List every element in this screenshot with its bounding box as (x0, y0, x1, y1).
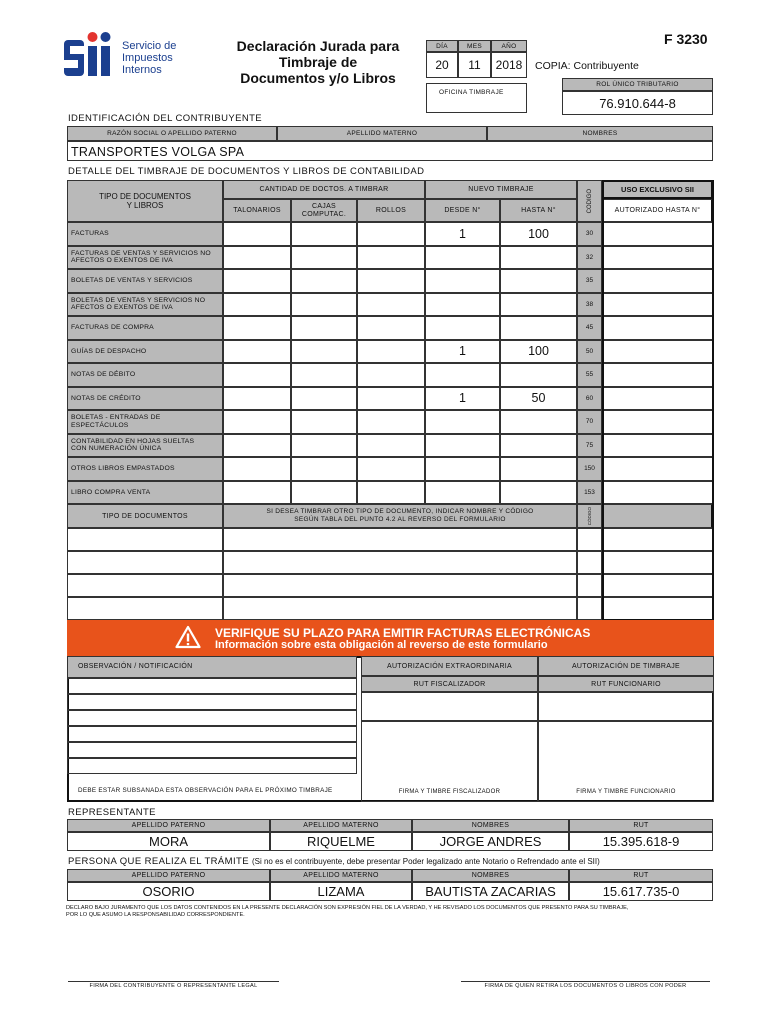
uso-exclusivo-cell (602, 222, 713, 246)
desde-field[interactable]: 1 (425, 387, 500, 411)
cantidad-field[interactable] (357, 387, 425, 411)
doc-code: 38 (577, 293, 602, 317)
uso-exclusivo-cell (602, 293, 713, 317)
rollos-header: ROLLOS (357, 199, 425, 222)
cantidad-field[interactable] (357, 246, 425, 270)
cantidad-field[interactable] (291, 387, 357, 411)
otro-codigo-field[interactable] (577, 574, 602, 597)
otro-tipo-field[interactable] (67, 551, 223, 574)
tram-paterno-field[interactable]: OSORIO (67, 882, 270, 901)
hasta-field[interactable] (500, 293, 577, 317)
doc-type-label: OTROS LIBROS EMPASTADOS (67, 457, 223, 481)
firma-retira-line[interactable] (461, 981, 710, 982)
tram-header-rut: RUT (569, 869, 713, 882)
otro-uso-cell (602, 504, 713, 528)
doc-code: 35 (577, 269, 602, 293)
cantidad-field[interactable] (357, 340, 425, 364)
uso-exclusivo-cell (602, 340, 713, 364)
rep-header-nombres: NOMBRES (412, 819, 569, 832)
doc-type-label: NOTAS DE CRÉDITO (67, 387, 223, 411)
doc-type-label: BOLETAS DE VENTAS Y SERVICIOS NO AFECTOS O EXENTOS DE IVA (67, 293, 223, 317)
cantidad-field[interactable] (357, 410, 425, 434)
rut-fiscalizador-header: RUT FISCALIZADOR (361, 676, 538, 692)
desde-field[interactable] (425, 410, 500, 434)
tram-rut-field[interactable]: 15.617.735-0 (569, 882, 713, 901)
otro-nombre-field[interactable] (223, 574, 577, 597)
doc-type-label: FACTURAS DE COMPRA (67, 316, 223, 340)
mes-label: MES (458, 40, 491, 52)
desde-field[interactable] (425, 457, 500, 481)
desde-field[interactable] (425, 481, 500, 505)
doc-type-label: NOTAS DE DÉBITO (67, 363, 223, 387)
otro-instruccion: SI DESEA TIMBRAR OTRO TIPO DE DOCUMENTO, INDICAR NOMBRE Y CÓDIGO SEGÚN TABLA DEL PUNTO 4.2 AL REVERSO DEL FORMULARIO (223, 504, 577, 528)
representante-section-title: REPRESENTANTE (68, 807, 156, 818)
obs-line[interactable] (67, 742, 357, 758)
hasta-field[interactable] (500, 246, 577, 270)
codigo-header: CÓDIGO (577, 180, 602, 222)
cantidad-field[interactable] (223, 387, 291, 411)
hasta-field[interactable] (500, 481, 577, 505)
hasta-field[interactable]: 50 (500, 387, 577, 411)
rep-materno-field[interactable]: RIQUELME (270, 832, 412, 851)
obs-line[interactable] (67, 726, 357, 742)
hasta-field[interactable] (500, 410, 577, 434)
cajas-header: CAJAS COMPUTAC. (291, 199, 357, 222)
obs-header: OBSERVACIÓN / NOTIFICACIÓN (67, 656, 357, 678)
doc-code: 50 (577, 340, 602, 364)
uso-exclusivo-cell (602, 574, 713, 597)
declaracion-text: DECLARO BAJO JURAMENTO QUE LOS DATOS CONTENIDOS EN LA PRESENTE DECLARACIÓN SON EXPRESIÓN FIEL DE LA VERDAD, Y HE REVISADO LOS DOCUMENTOS QUE PRESENTO PARA SU TIMBRAJE, POR LO QUE ASUMO LA RESPONSABILIDAD CORRESPONDIENTE. (66, 905, 629, 918)
otro-codigo-header: CÓDIGO (577, 504, 602, 528)
ident-header-razon: RAZÓN SOCIAL O APELLIDO PATERNO (67, 126, 277, 141)
uso-exclusivo-cell (602, 363, 713, 387)
cantidad-field[interactable] (357, 222, 425, 246)
uso-exclusivo-cell (602, 528, 713, 551)
desde-field[interactable] (425, 246, 500, 270)
uso-exclusivo-cell (602, 387, 713, 411)
talonarios-header: TALONARIOS (223, 199, 291, 222)
ident-section-title: IDENTIFICACIÓN DEL CONTRIBUYENTE (68, 113, 263, 124)
desde-field[interactable] (425, 269, 500, 293)
obs-footer: DEBE ESTAR SUBSANADA ESTA OBSERVACIÓN PARA EL PRÓXIMO TIMBRAJE (78, 787, 333, 794)
cantidad-field[interactable] (291, 222, 357, 246)
uso-exclusivo-cell (602, 246, 713, 270)
desde-field[interactable]: 1 (425, 222, 500, 246)
uso-exclusivo-cell (602, 269, 713, 293)
autorizado-header: AUTORIZADO HASTA N° (602, 199, 713, 222)
rep-header-paterno: APELLIDO PATERNO (67, 819, 270, 832)
uso-exclusivo-cell (602, 551, 713, 574)
cantidad-field[interactable] (291, 457, 357, 481)
cantidad-header: CANTIDAD DE DOCTOS. A TIMBRAR (223, 180, 425, 199)
doc-type-label: BOLETAS - ENTRADAS DE ESPECTÁCULOS (67, 410, 223, 434)
aut-extra-header: AUTORIZACIÓN EXTRAORDINARIA (361, 656, 538, 676)
firma-fiscalizador-box[interactable]: FIRMA Y TIMBRE FISCALIZADOR (361, 721, 538, 802)
copia-label: COPIA: Contribuyente (535, 60, 639, 72)
rep-header-materno: APELLIDO MATERNO (270, 819, 412, 832)
tram-nombres-field[interactable]: BAUTISTA ZACARIAS (412, 882, 569, 901)
detalle-section-title: DETALLE DEL TIMBRAJE DE DOCUMENTOS Y LIBROS DE CONTABILIDAD (68, 166, 425, 177)
obs-line[interactable] (67, 694, 357, 710)
doc-code: 45 (577, 316, 602, 340)
doc-type-label: BOLETAS DE VENTAS Y SERVICIOS (67, 269, 223, 293)
cantidad-field[interactable] (357, 481, 425, 505)
cantidad-field[interactable] (223, 434, 291, 458)
otro-nombre-field[interactable] (223, 551, 577, 574)
rep-rut-field[interactable]: 15.395.618-9 (569, 832, 713, 851)
doc-type-label: LIBRO COMPRA VENTA (67, 481, 223, 505)
desde-field[interactable] (425, 434, 500, 458)
sii-logo-mark (64, 28, 116, 76)
tram-header-paterno: APELLIDO PATERNO (67, 869, 270, 882)
doc-code: 153 (577, 481, 602, 505)
cantidad-field[interactable] (291, 363, 357, 387)
doc-type-label: FACTURAS DE VENTAS Y SERVICIOS NO AFECTOS O EXENTOS DE IVA (67, 246, 223, 270)
tram-header-nombres: NOMBRES (412, 869, 569, 882)
firma-contribuyente-line[interactable] (68, 981, 279, 982)
hasta-header: HASTA N° (500, 199, 577, 222)
rep-header-rut: RUT (569, 819, 713, 832)
cantidad-field[interactable] (223, 363, 291, 387)
cantidad-field[interactable] (291, 434, 357, 458)
nuevo-timbraje-header: NUEVO TIMBRAJE (425, 180, 577, 199)
hasta-field[interactable] (500, 363, 577, 387)
otro-codigo-field[interactable] (577, 528, 602, 551)
warning-banner (67, 620, 714, 656)
aut-timbraje-header: AUTORIZACIÓN DE TIMBRAJE (538, 656, 714, 676)
hasta-field[interactable]: 100 (500, 222, 577, 246)
cantidad-field[interactable] (357, 457, 425, 481)
cantidad-field[interactable] (291, 481, 357, 505)
otro-nombre-field[interactable] (223, 528, 577, 551)
hasta-field[interactable] (500, 269, 577, 293)
warning-line1: VERIFIQUE SU PLAZO PARA EMITIR FACTURAS ELECTRÓNICAS (215, 626, 591, 640)
otro-codigo-field[interactable] (577, 597, 602, 620)
razon-social-field[interactable]: TRANSPORTES VOLGA SPA (67, 141, 713, 161)
rep-nombres-field[interactable]: JORGE ANDRES (412, 832, 569, 851)
ano-field[interactable]: 2018 (491, 52, 527, 78)
dia-label: DÍA (426, 40, 458, 52)
cantidad-field[interactable] (357, 269, 425, 293)
cantidad-field[interactable] (223, 293, 291, 317)
rut-fiscalizador-field[interactable] (361, 692, 538, 721)
cantidad-field[interactable] (223, 316, 291, 340)
tram-header-materno: APELLIDO MATERNO (270, 869, 412, 882)
cantidad-field[interactable] (223, 340, 291, 364)
desde-field[interactable] (425, 363, 500, 387)
doc-code: 75 (577, 434, 602, 458)
firma-retira-label: FIRMA DE QUIEN RETIRA LOS DOCUMENTOS O LIBROS CON PODER (484, 983, 687, 989)
doc-code: 70 (577, 410, 602, 434)
uso-exclusivo-cell (602, 434, 713, 458)
cantidad-field[interactable] (291, 316, 357, 340)
cantidad-field[interactable] (223, 222, 291, 246)
cantidad-field[interactable] (291, 410, 357, 434)
obs-line[interactable] (67, 758, 357, 774)
warning-line2: Información sobre esta obligación al reverso de este formulario (215, 639, 548, 651)
cantidad-field[interactable] (357, 316, 425, 340)
cantidad-field[interactable] (357, 434, 425, 458)
tipo-documentos-header: TIPO DE DOCUMENTOS Y LIBROS (67, 180, 223, 222)
obs-line[interactable] (67, 678, 357, 694)
mes-field[interactable]: 11 (458, 52, 491, 78)
otro-tipo-field[interactable] (67, 574, 223, 597)
rep-paterno-field[interactable]: MORA (67, 832, 270, 851)
cantidad-field[interactable] (223, 457, 291, 481)
firma-funcionario-box[interactable]: FIRMA Y TIMBRE FUNCIONARIO (538, 721, 714, 802)
doc-code: 30 (577, 222, 602, 246)
otro-codigo-field[interactable] (577, 551, 602, 574)
rut-label: ROL ÚNICO TRIBUTARIO (562, 78, 713, 91)
firma-contribuyente-label: FIRMA DEL CONTRIBUYENTE O REPRESENTANTE LEGAL (89, 983, 258, 989)
doc-code: 55 (577, 363, 602, 387)
oficina-timbraje-box[interactable]: OFICINA TIMBRAJE (426, 83, 527, 113)
doc-type-label: GUÍAS DE DESPACHO (67, 340, 223, 364)
sii-logo-text: Servicio de Impuestos Internos (122, 40, 177, 76)
uso-exclusivo-cell (602, 481, 713, 505)
form-code: F 3230 (664, 31, 708, 47)
rut-funcionario-field[interactable] (538, 692, 714, 721)
uso-exclusivo-cell (602, 457, 713, 481)
otro-tipo-field[interactable] (67, 528, 223, 551)
form-title: Declaración Jurada para Timbraje de Documentos y/o Libros (236, 38, 400, 86)
obs-line[interactable] (67, 710, 357, 726)
hasta-field[interactable] (500, 434, 577, 458)
cantidad-field[interactable] (223, 410, 291, 434)
cantidad-field[interactable] (223, 246, 291, 270)
cantidad-field[interactable] (291, 246, 357, 270)
cantidad-field[interactable] (357, 363, 425, 387)
uso-exclusivo-cell (602, 410, 713, 434)
otro-tipo-field[interactable] (67, 597, 223, 620)
otro-tipo-header: TIPO DE DOCUMENTOS (67, 504, 223, 528)
desde-field[interactable] (425, 293, 500, 317)
doc-type-label: FACTURAS (67, 222, 223, 246)
rut-funcionario-header: RUT FUNCIONARIO (538, 676, 714, 692)
cantidad-field[interactable] (357, 293, 425, 317)
ident-header-nombres: NOMBRES (487, 126, 713, 141)
ident-header-materno: APELLIDO MATERNO (277, 126, 487, 141)
hasta-field[interactable] (500, 316, 577, 340)
tramite-section-title: PERSONA QUE REALIZA EL TRÁMITE (Si no es el contribuyente, debe presentar Poder legalizado ante Notario o Refrendado ante el SII) (68, 856, 600, 867)
cantidad-field[interactable] (291, 269, 357, 293)
dia-field[interactable]: 20 (426, 52, 458, 78)
desde-field[interactable] (425, 316, 500, 340)
otro-nombre-field[interactable] (223, 597, 577, 620)
uso-exclusivo-header: USO EXCLUSIVO SII (602, 180, 713, 199)
cantidad-field[interactable] (223, 269, 291, 293)
warning-triangle-icon (175, 625, 201, 649)
doc-code: 60 (577, 387, 602, 411)
cantidad-field[interactable] (291, 293, 357, 317)
tram-materno-field[interactable]: LIZAMA (270, 882, 412, 901)
uso-exclusivo-cell (602, 316, 713, 340)
doc-type-label: CONTABILIDAD EN HOJAS SUELTAS CON NUMERACIÓN ÚNICA (67, 434, 223, 458)
desde-header: DESDE N° (425, 199, 500, 222)
hasta-field[interactable] (500, 457, 577, 481)
cantidad-field[interactable] (291, 340, 357, 364)
hasta-field[interactable]: 100 (500, 340, 577, 364)
doc-code: 150 (577, 457, 602, 481)
rut-field[interactable]: 76.910.644-8 (562, 91, 713, 115)
ano-label: AÑO (491, 40, 527, 52)
uso-exclusivo-cell (602, 597, 713, 620)
doc-code: 32 (577, 246, 602, 270)
cantidad-field[interactable] (223, 481, 291, 505)
desde-field[interactable]: 1 (425, 340, 500, 364)
